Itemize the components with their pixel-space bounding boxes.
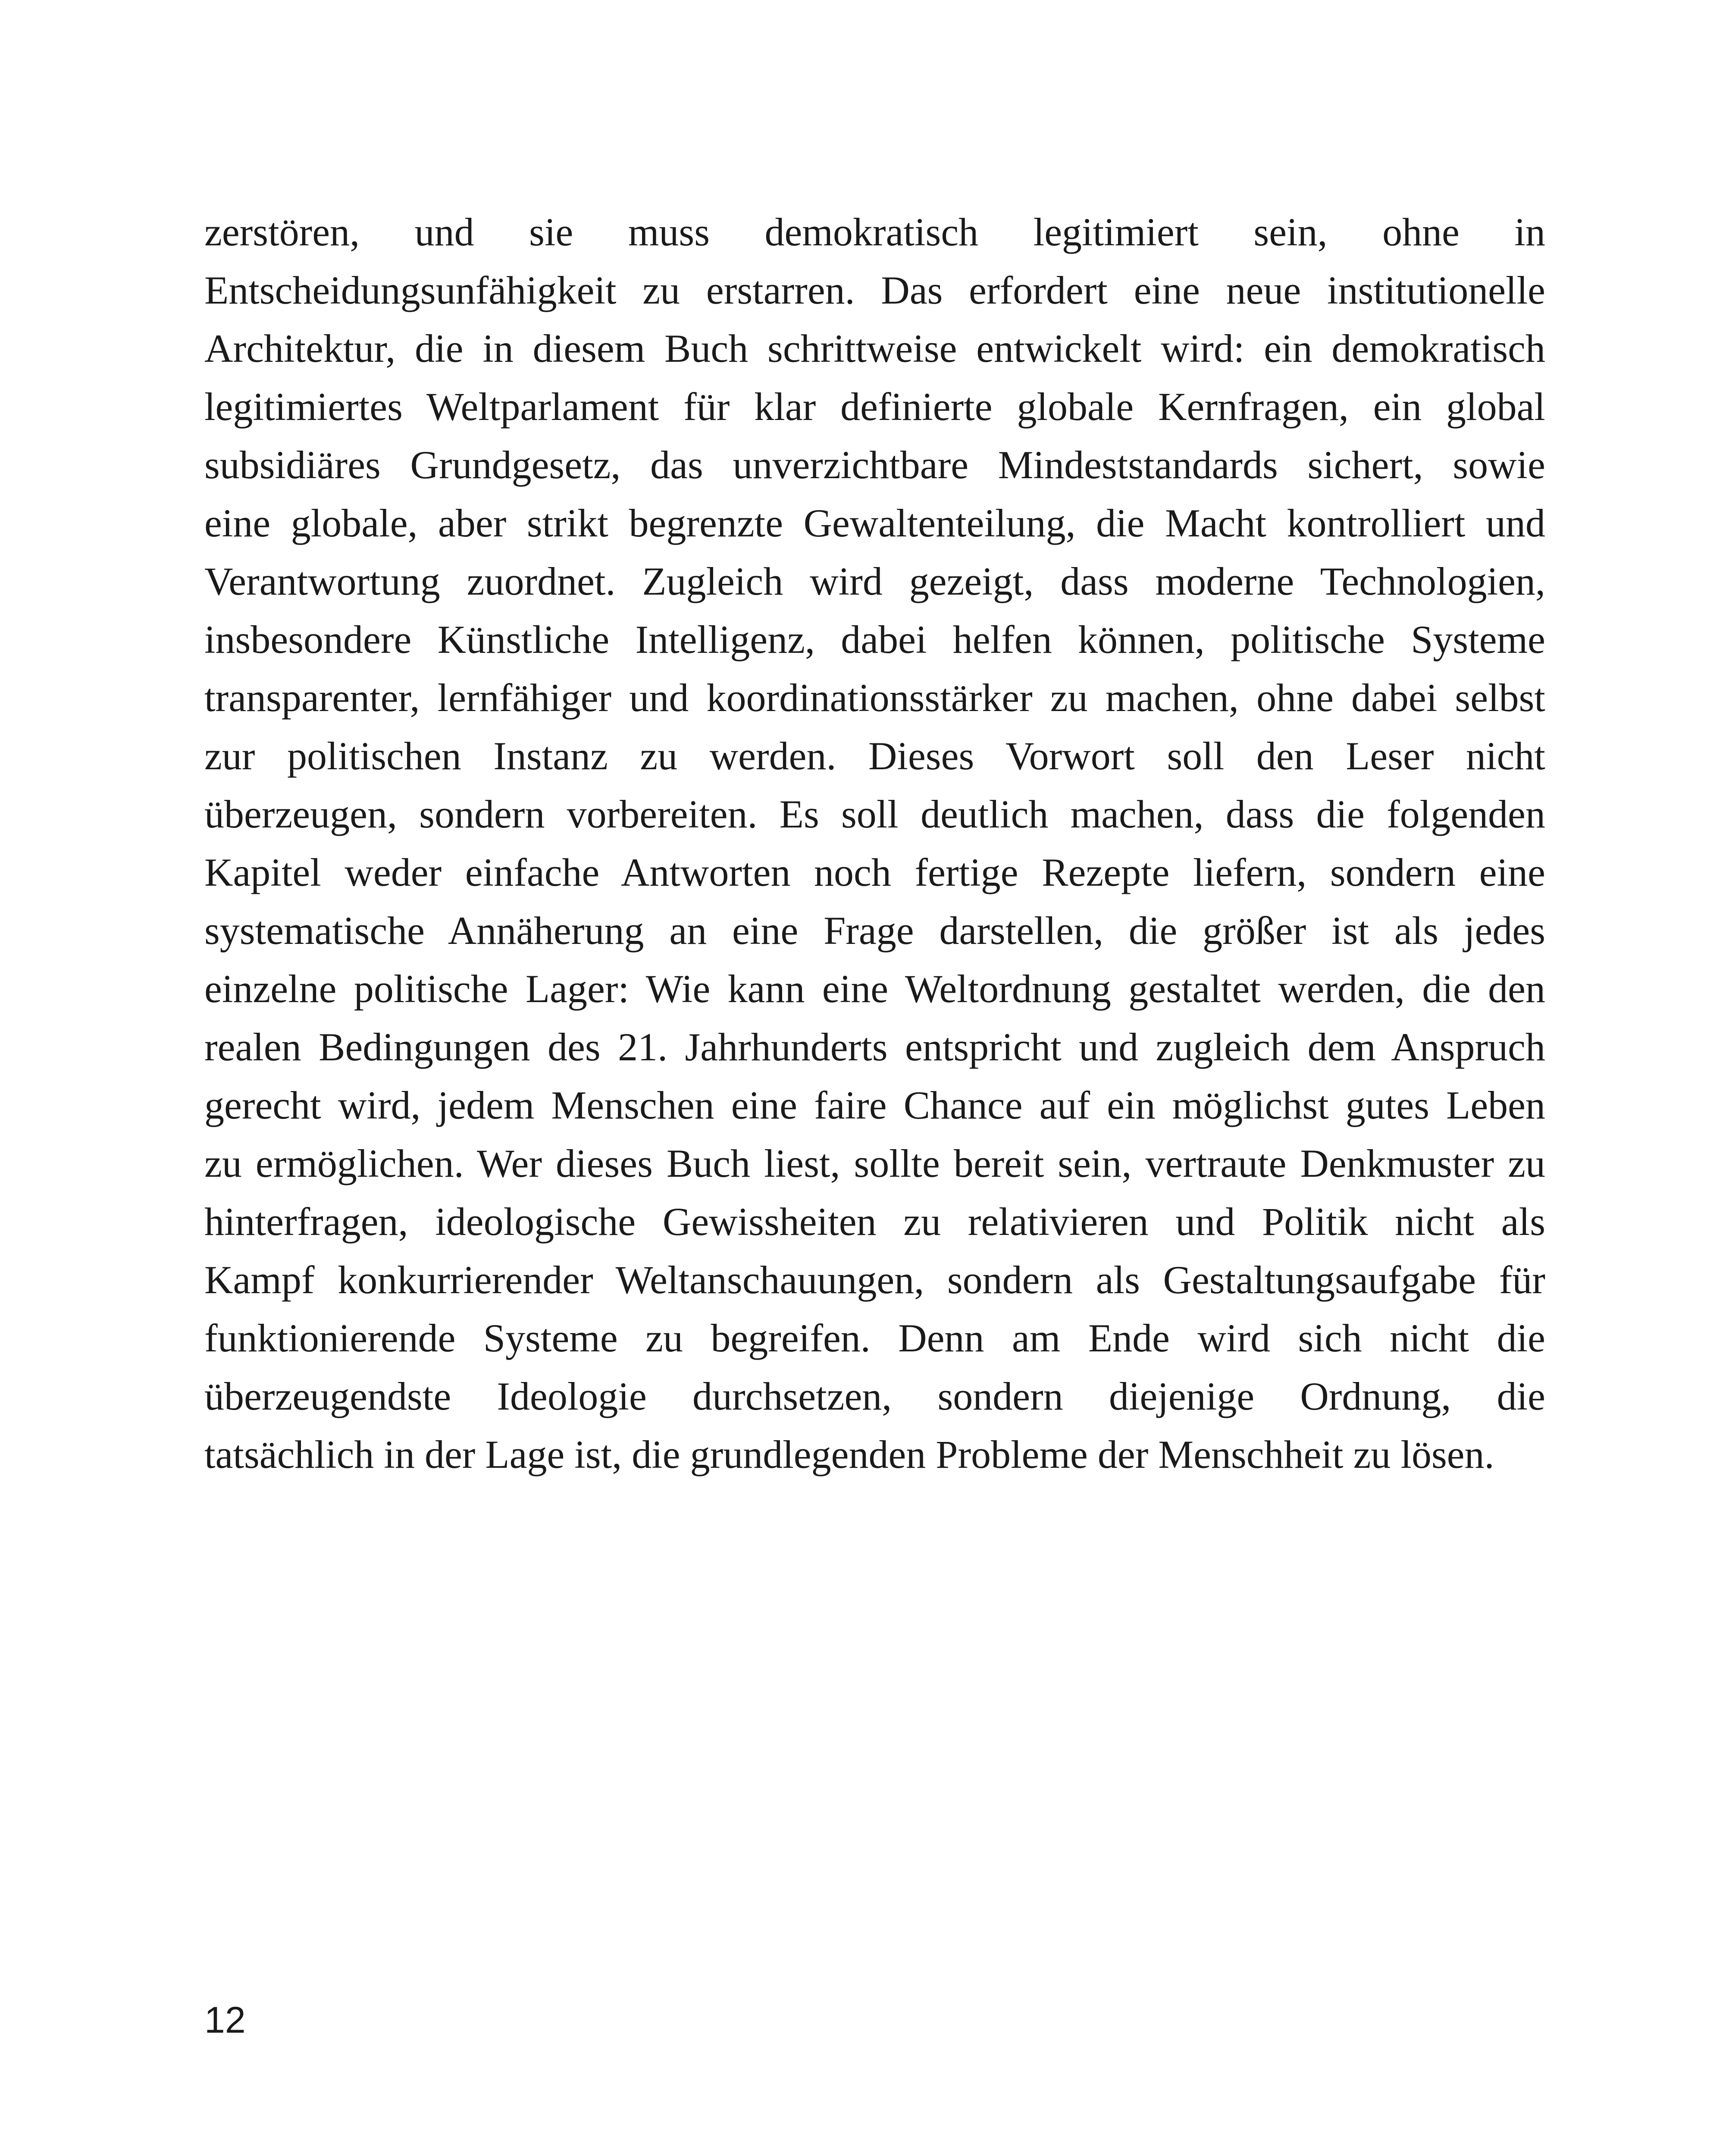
paragraph-line: zerstören, und sie muss demokratisch legitimiert sein, ohne in	[204, 210, 1545, 254]
paragraph-line: hinterfragen, ideologische Gewissheiten zu relativieren und Politik nicht als	[204, 1200, 1545, 1244]
paragraph-line: eine globale, aber strikt begrenzte Gewaltenteilung, die Macht kontrolliert und	[204, 501, 1545, 545]
body-paragraph	[204, 203, 1545, 1484]
paragraph-line: zu ermöglichen. Wer dieses Buch liest, sollte bereit sein, vertraute Denkmuster zu	[204, 1141, 1545, 1185]
paragraph-line: überzeugen, sondern vorbereiten. Es soll deutlich machen, dass die folgenden	[204, 792, 1545, 836]
paragraph-line: funktionierende Systeme zu begreifen. Denn am Ende wird sich nicht die	[204, 1316, 1545, 1360]
paragraph-line: systematische Annäherung an eine Frage darstellen, die größer ist als jedes	[204, 909, 1545, 953]
paragraph-line: Kampf konkurrierender Weltanschauungen, sondern als Gestaltungsaufgabe für	[204, 1258, 1545, 1302]
paragraph-line: überzeugendste Ideologie durchsetzen, sondern diejenige Ordnung, die	[204, 1374, 1545, 1418]
paragraph-line: legitimiertes Weltparlament für klar definierte globale Kernfragen, ein global	[204, 385, 1545, 429]
paragraph-line: gerecht wird, jedem Menschen eine faire Chance auf ein möglichst gutes Leben	[204, 1083, 1545, 1127]
paragraph-line: tatsächlich in der Lage ist, die grundlegenden Probleme der Menschheit zu lösen.	[204, 1432, 1494, 1476]
paragraph-line: Verantwortung zuordnet. Zugleich wird gezeigt, dass moderne Technologien,	[204, 559, 1545, 603]
paragraph-line: zur politischen Instanz zu werden. Dieses Vorwort soll den Leser nicht	[204, 734, 1545, 778]
paragraph-line: realen Bedingungen des 21. Jahrhunderts entspricht und zugleich dem Anspruch	[204, 1025, 1545, 1069]
paragraph-line: Kapitel weder einfache Antworten noch fertige Rezepte liefern, sondern eine	[204, 850, 1545, 894]
paragraph-line: subsidiäres Grundgesetz, das unverzichtbare Mindeststandards sichert, sowie	[204, 443, 1545, 487]
paragraph-line: insbesondere Künstliche Intelligenz, dabei helfen können, politische Systeme	[204, 617, 1545, 661]
paragraph-line: transparenter, lernfähiger und koordinationsstärker zu machen, ohne dabei selbst	[204, 676, 1545, 720]
page-number: 12	[204, 1999, 246, 2041]
paragraph-line: einzelne politische Lager: Wie kann eine Weltordnung gestaltet werden, die den	[204, 967, 1545, 1011]
paragraph-line: Entscheidungsunfähigkeit zu erstarren. Das erfordert eine neue institutionelle	[204, 268, 1545, 312]
paragraph-line: Architektur, die in diesem Buch schrittweise entwickelt wird: ein demokratisch	[204, 326, 1545, 370]
